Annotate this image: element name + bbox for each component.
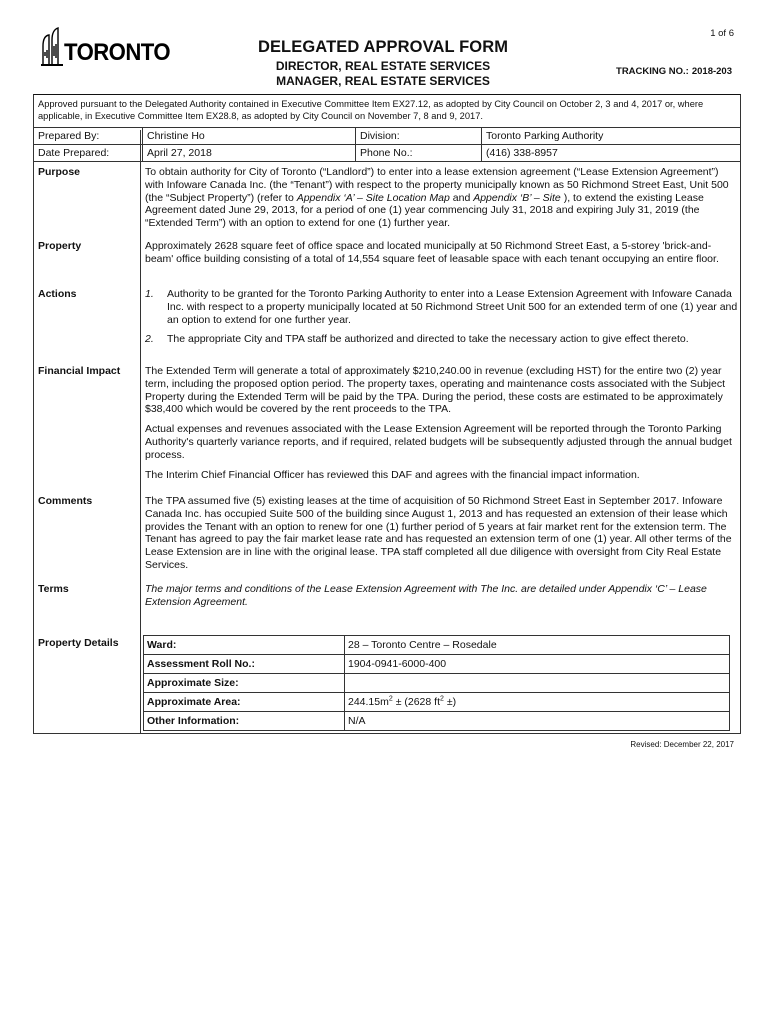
city-hall-logo-icon: [40, 24, 172, 68]
area-value-c: ±): [443, 696, 457, 708]
comments-text: The TPA assumed five (5) existing leases at the time of acquisition of 50 Richmond Street East in September 2017. Infoware Canada Inc. has occupied Suite 500 of the building since August 1, 2013 and has requested an extension of their lease which provides the Tenant with an option to renew for one (1) further period of 5 years at fair market rent for the extension term. The Tenant has agreed to pay the fair market lease rate and has requested an extension term of one (1) year. All other terms of the Lease Extension are in line with the original lease. TPA staff completed all due diligence with oversight from City Real Estate Services.: [145, 495, 732, 571]
financial-impact-text: [145, 365, 739, 481]
revised-date: Revised: December 22, 2017: [630, 740, 734, 749]
purpose-text: [145, 166, 739, 230]
area-value-a: 244.15m: [348, 696, 389, 708]
financial-paragraph-2: Actual expenses and revenues associated with the Lease Extension Agreement will be reported through the Toronto Parking Authority's quarterly variance reports, and if required, related budgets will be subsequently adjusted through the annual budget process.: [145, 423, 732, 461]
phone-value: (416) 338-8957: [482, 145, 741, 162]
action-number: 2.: [145, 333, 154, 346]
subtitle-manager: MANAGER, REAL ESTATE SERVICES: [276, 74, 490, 88]
page-number: 1 of 6: [710, 28, 734, 39]
terms-label: Terms: [38, 583, 69, 595]
actions-list: [145, 288, 739, 346]
prepared-by-table: [33, 127, 741, 162]
purpose-text-a: To obtain authority for City of Toronto (“Landlord”) to enter into a lease extension agreement (“Lease Extension Agreement”) with Infoware Canada Inc. (the “Tenant”) with respect to the property municipally known as 50 Richmond Street East, Unit 500 (the “Subject Property”) (refer to: [145, 166, 729, 204]
comments-label: Comments: [38, 495, 93, 507]
division-label: Division:: [356, 128, 482, 145]
table-row: [144, 693, 730, 712]
date-value: April 27, 2018: [143, 145, 356, 162]
ward-value: 28 – Toronto Centre – Rosedale: [345, 636, 730, 655]
roll-value: 1904-0941-6000-400: [345, 655, 730, 674]
table-row: [144, 636, 730, 655]
prepared-by-label: Prepared By:: [34, 128, 143, 145]
toronto-logo: [40, 24, 172, 68]
area-sup-b: 2: [440, 695, 444, 703]
size-value: [345, 674, 730, 693]
area-value: [345, 693, 730, 712]
ward-label: Ward:: [144, 636, 345, 655]
table-row: [144, 712, 730, 731]
form-title: DELEGATED APPROVAL FORM: [257, 38, 509, 56]
other-value: N/A: [345, 712, 730, 731]
column-divider: [140, 130, 141, 734]
purpose-text-b: ), to extend the existing Lease Agreement dated June 29, 2013, for a period of one (1) year commencing July 31, 2018 and expiring July 31, 2019 (the “Extended Term”) with an option to extend for one (1) further year.: [145, 191, 704, 230]
area-value-b: ± (2628 ft: [392, 696, 440, 708]
size-label: Approximate Size:: [144, 674, 345, 693]
appendix-a-ref: Appendix ‘A’ – Site Location Map: [296, 191, 450, 204]
svg-text:TORONTO: TORONTO: [64, 39, 170, 66]
property-details-label: Property Details: [38, 637, 119, 649]
purpose-label: Purpose: [38, 166, 81, 178]
financial-paragraph-1: The Extended Term will generate a total of approximately $210,240.00 in revenue (excluding HST) for the entire two (2) year term, including the proposed option period. The property taxes, operating and maintenance costs associated with the Subject Property during the Extended Term will be paid by the TPA. During the period, these costs are estimated to be approximately $38,400 which would be covered by the rent proceeds to the TPA.: [145, 365, 725, 416]
actions-label: Actions: [38, 288, 77, 300]
purpose-text-and: and: [449, 191, 474, 204]
area-label: Approximate Area:: [144, 693, 345, 712]
table-row: [144, 674, 730, 693]
subtitle-director: DIRECTOR, REAL ESTATE SERVICES: [275, 59, 491, 73]
area-sup-a: 2: [388, 695, 393, 703]
division-value: Toronto Parking Authority: [482, 128, 741, 145]
prepared-by-value: Christine Ho: [143, 128, 356, 145]
property-label: Property: [38, 240, 82, 252]
property-details-table: [143, 635, 730, 731]
list-item: [145, 333, 739, 346]
roll-label: Assessment Roll No.:: [144, 655, 345, 674]
action-text: The appropriate City and TPA staff be authorized and directed to take the necessary action to give effect thereto.: [167, 333, 689, 346]
financial-impact-label: Financial Impact: [38, 365, 121, 377]
tracking-number: [616, 66, 732, 77]
tracking-label: TRACKING NO.:: [616, 66, 689, 77]
action-text: Authority to be granted for the Toronto Parking Authority to enter into a Lease Extension Agreement with Infoware Canada Inc. with respect to a property municipally located at 50 Richmond Street Unit 500 for an extended term of one (1) year and an option to extend for one further year.: [167, 288, 738, 326]
date-label: Date Prepared:: [34, 145, 143, 162]
list-item: [145, 288, 739, 326]
terms-text: The major terms and conditions of the Lease Extension Agreement with The Inc. are detailed under Appendix ‘C’ – Lease Extension Agreement.: [145, 583, 707, 608]
preamble-text: Approved pursuant to the Delegated Authority contained in Executive Committee Item EX27.12, as adopted by City Council on October 2, 3 and 4, 2017 or, where applicable, in Executive Committee Item EX28.8, as adopted by City Council on November 7, 8 and 9, 2017.: [38, 99, 704, 121]
action-number: 1.: [145, 288, 154, 300]
table-row: [144, 655, 730, 674]
financial-paragraph-3: The Interim Chief Financial Officer has reviewed this DAF and agrees with the financial impact information.: [145, 468, 640, 481]
other-label: Other Information:: [144, 712, 345, 731]
appendix-b-ref: Appendix ‘B’ – Site: [473, 191, 561, 204]
property-text: Approximately 2628 square feet of office space and located municipally at 50 Richmond Street East, a 5-storey 'brick-and-beam' office building consisting of a total of 14,554 square feet of leasable space with each tenant occupying an entire floor.: [145, 240, 719, 265]
tracking-value: 2018-203: [691, 66, 732, 77]
phone-label: Phone No.:: [356, 145, 482, 162]
table-row: [34, 128, 741, 145]
table-row: [34, 145, 741, 162]
